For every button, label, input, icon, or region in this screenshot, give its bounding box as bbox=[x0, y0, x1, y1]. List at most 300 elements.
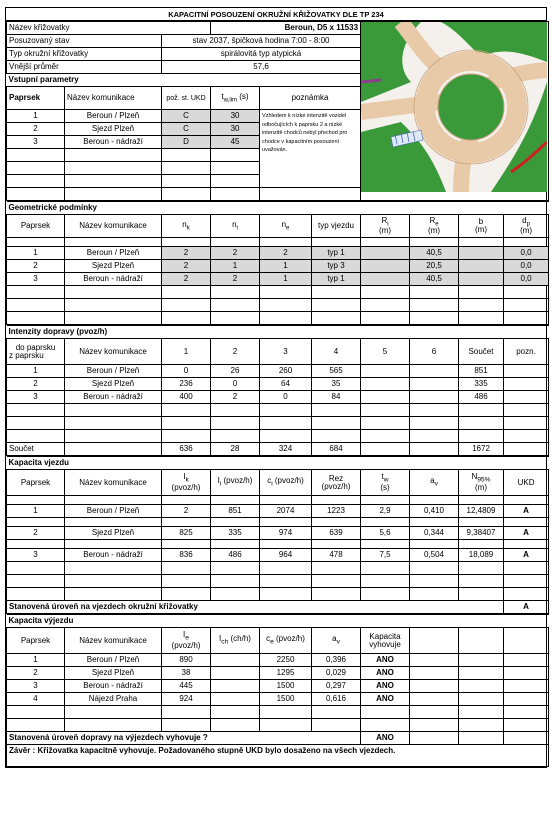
empty-cell bbox=[459, 299, 504, 312]
empty-cell bbox=[459, 654, 504, 667]
traffic-total: 636 bbox=[162, 443, 211, 456]
empty-cell bbox=[410, 518, 459, 527]
entry-row-ukd: A bbox=[504, 549, 549, 562]
entry-row-n: 9,38407 bbox=[459, 527, 504, 540]
empty-cell bbox=[459, 732, 504, 745]
empty-cell bbox=[211, 588, 260, 601]
geo-row-ne: 2 bbox=[260, 247, 312, 260]
empty-cell bbox=[7, 404, 65, 417]
empty-cell bbox=[211, 706, 260, 719]
empty-cell bbox=[260, 430, 312, 443]
entry-row-road: Sjezd Plzeň bbox=[65, 527, 162, 540]
empty-cell bbox=[504, 312, 549, 325]
empty-cell bbox=[211, 299, 260, 312]
entry-row-ii: 335 bbox=[211, 527, 260, 540]
empty-cell bbox=[312, 588, 361, 601]
entry-row-av: 0,410 bbox=[410, 505, 459, 518]
geo-row-dp: 0,0 bbox=[504, 260, 549, 273]
exit-row-av: 0,029 bbox=[312, 667, 361, 680]
geo-row-b bbox=[459, 247, 504, 260]
input-h-note: poznámka bbox=[260, 87, 361, 110]
info-table bbox=[6, 21, 549, 201]
empty-cell bbox=[361, 575, 410, 588]
empty-cell bbox=[260, 588, 312, 601]
exit-row-cap: ANO bbox=[361, 667, 410, 680]
empty-cell bbox=[312, 299, 361, 312]
empty-cell bbox=[7, 496, 65, 505]
entry-h-road: Název komunikace bbox=[65, 470, 162, 496]
empty-cell bbox=[504, 706, 549, 719]
exit-row-av: 0,297 bbox=[312, 680, 361, 693]
empty-cell bbox=[410, 540, 459, 549]
entry-row-tw: 2,9 bbox=[361, 505, 410, 518]
geo-row-ne: 1 bbox=[260, 273, 312, 286]
traffic-row-v: 35 bbox=[312, 378, 361, 391]
empty-cell bbox=[7, 286, 65, 299]
exit-h-ce: $c_e$ (pvoz/h) bbox=[260, 628, 312, 654]
entry-h-ii: $I_i$ (pvoz/h) bbox=[211, 470, 260, 496]
input-row-road: Beroun / Plzeň bbox=[65, 110, 162, 123]
exit-row-ich bbox=[211, 693, 260, 706]
empty-cell bbox=[312, 706, 361, 719]
empty-cell bbox=[459, 417, 504, 430]
traffic-row-sum: 335 bbox=[459, 378, 504, 391]
input-row-road: Sjezd Plzeň bbox=[65, 123, 162, 136]
empty-cell bbox=[7, 188, 65, 201]
input-row-tw: 30 bbox=[211, 123, 260, 136]
traffic-row-v: 84 bbox=[312, 391, 361, 404]
entry-row-ukd: A bbox=[504, 527, 549, 540]
entry-row-ci: 964 bbox=[260, 549, 312, 562]
empty-cell bbox=[260, 299, 312, 312]
empty-cell bbox=[65, 562, 162, 575]
report-title: KAPACITNÍ POSOUZENÍ OKRUŽNÍ KŘIŽOVATKY DLE TP 234 bbox=[6, 8, 546, 21]
empty-cell bbox=[211, 719, 260, 732]
empty-cell bbox=[459, 430, 504, 443]
empty-cell bbox=[65, 588, 162, 601]
traffic-row-v bbox=[410, 391, 459, 404]
empty-cell bbox=[211, 417, 260, 430]
entry-row-ci: 974 bbox=[260, 527, 312, 540]
exit-row-road: Beroun - nádraží bbox=[65, 680, 162, 693]
value-state: stav 2037, špičková hodina 7:00 - 8:00 bbox=[162, 35, 361, 48]
entry-level-value: A bbox=[504, 601, 549, 614]
empty-cell bbox=[410, 706, 459, 719]
empty-cell bbox=[361, 719, 410, 732]
empty-cell bbox=[211, 149, 260, 162]
empty-cell bbox=[162, 188, 211, 201]
empty-cell bbox=[162, 518, 211, 527]
exit-h-ich: $I_{ch}$ (ch/h) bbox=[211, 628, 260, 654]
entry-h-arm: Paprsek bbox=[7, 470, 65, 496]
empty-cell bbox=[410, 404, 459, 417]
input-row-arm: 3 bbox=[7, 136, 65, 149]
empty-cell bbox=[7, 719, 65, 732]
traffic-row-v: 26 bbox=[211, 365, 260, 378]
geo-row-arm: 1 bbox=[7, 247, 65, 260]
empty-cell bbox=[312, 719, 361, 732]
geo-h-ni: $n_i$ bbox=[211, 215, 260, 238]
empty-cell bbox=[504, 562, 549, 575]
empty-cell bbox=[260, 188, 361, 201]
empty-cell bbox=[65, 518, 162, 527]
input-row-ukd: C bbox=[162, 123, 211, 136]
empty-cell bbox=[361, 496, 410, 505]
empty-cell bbox=[459, 312, 504, 325]
empty-cell bbox=[361, 299, 410, 312]
empty-cell bbox=[7, 430, 65, 443]
empty-cell bbox=[162, 238, 211, 247]
traffic-row-sum: 851 bbox=[459, 365, 504, 378]
empty-cell bbox=[162, 719, 211, 732]
empty-cell bbox=[410, 680, 459, 693]
empty-cell bbox=[410, 286, 459, 299]
empty-cell bbox=[312, 496, 361, 505]
empty-cell bbox=[410, 719, 459, 732]
empty-cell bbox=[504, 299, 549, 312]
empty-cell bbox=[361, 588, 410, 601]
empty-cell bbox=[504, 443, 549, 456]
empty-cell bbox=[162, 575, 211, 588]
entry-row-rez: 478 bbox=[312, 549, 361, 562]
input-h-road: Název komunikace bbox=[65, 87, 162, 110]
input-row-ukd: D bbox=[162, 136, 211, 149]
entry-h-n: $N_{95\%}$ (m) bbox=[459, 470, 504, 496]
empty-cell bbox=[65, 540, 162, 549]
empty-cell bbox=[65, 162, 162, 175]
empty-cell bbox=[504, 430, 549, 443]
entry-h-rez: Rez (pvoz/h) bbox=[312, 470, 361, 496]
empty-cell bbox=[260, 706, 312, 719]
geo-row-arm: 2 bbox=[7, 260, 65, 273]
empty-cell bbox=[211, 575, 260, 588]
input-row-ukd: C bbox=[162, 110, 211, 123]
empty-cell bbox=[211, 518, 260, 527]
geo-row-ni: 2 bbox=[211, 273, 260, 286]
geometry-table bbox=[6, 201, 549, 325]
exit-row-ich bbox=[211, 680, 260, 693]
empty-cell bbox=[504, 417, 549, 430]
traffic-total: 324 bbox=[260, 443, 312, 456]
empty-cell bbox=[162, 496, 211, 505]
value-type: spirálovitá typ atypická bbox=[162, 48, 361, 61]
entry-row-road: Beroun - nádraží bbox=[65, 549, 162, 562]
entry-row-tw: 7,5 bbox=[361, 549, 410, 562]
traffic-row-v: 64 bbox=[260, 378, 312, 391]
empty-cell bbox=[459, 706, 504, 719]
empty-cell bbox=[65, 404, 162, 417]
empty-cell bbox=[410, 417, 459, 430]
exit-row-ich bbox=[211, 667, 260, 680]
empty-cell bbox=[65, 706, 162, 719]
empty-cell bbox=[260, 562, 312, 575]
empty-cell bbox=[65, 443, 162, 456]
exit-row-av: 0,616 bbox=[312, 693, 361, 706]
empty-cell bbox=[162, 588, 211, 601]
geo-h-road: Název komunikace bbox=[65, 215, 162, 238]
traffic-h-sum: Součet bbox=[459, 339, 504, 365]
traffic-row-v: 565 bbox=[312, 365, 361, 378]
empty-cell bbox=[211, 162, 260, 175]
empty-cell bbox=[504, 365, 549, 378]
exit-h-ie: $I_e$ (pvoz/h) bbox=[162, 628, 211, 654]
empty-cell bbox=[65, 417, 162, 430]
entry-row-ii: 486 bbox=[211, 549, 260, 562]
exit-row-arm: 3 bbox=[7, 680, 65, 693]
empty-cell bbox=[65, 575, 162, 588]
traffic-row-v bbox=[361, 378, 410, 391]
empty-cell bbox=[7, 575, 65, 588]
empty-cell bbox=[211, 188, 260, 201]
geo-row-b bbox=[459, 260, 504, 273]
geo-row-re: 40,5 bbox=[410, 273, 459, 286]
label-name: Název křižovatky bbox=[7, 22, 211, 35]
empty-cell bbox=[504, 588, 549, 601]
empty-cell bbox=[504, 496, 549, 505]
empty-cell bbox=[211, 175, 260, 188]
entry-row-ci: 2074 bbox=[260, 505, 312, 518]
empty-cell bbox=[361, 540, 410, 549]
traffic-row-sum: 486 bbox=[459, 391, 504, 404]
empty-cell bbox=[162, 162, 211, 175]
empty-cell bbox=[459, 588, 504, 601]
empty-cell bbox=[504, 732, 549, 745]
empty-cell bbox=[504, 391, 549, 404]
empty-cell bbox=[410, 430, 459, 443]
empty-cell bbox=[211, 312, 260, 325]
traffic-total-label: Součet bbox=[7, 443, 65, 456]
empty-cell bbox=[361, 286, 410, 299]
traffic-row-v: 0 bbox=[162, 365, 211, 378]
traffic-h-note: pozn. bbox=[504, 339, 549, 365]
empty-cell bbox=[260, 496, 312, 505]
empty-cell bbox=[459, 540, 504, 549]
geo-h-nk: $n_k$ bbox=[162, 215, 211, 238]
section-geometry: Geometrické podmínky bbox=[7, 202, 549, 215]
empty-cell bbox=[65, 430, 162, 443]
empty-cell bbox=[361, 706, 410, 719]
entry-row-ik: 2 bbox=[162, 505, 211, 518]
geo-row-type: typ 3 bbox=[312, 260, 361, 273]
input-note: Vzhledem k nízké intenzitě vozidel odbočujících k paprsku 2 a nízké intenzitě chodců nebyl přechod pro chodce v kapacitním posouzení uvažován. bbox=[260, 110, 361, 188]
entry-row-arm: 2 bbox=[7, 527, 65, 540]
empty-cell bbox=[260, 286, 312, 299]
traffic-h-col: 3 bbox=[260, 339, 312, 365]
empty-cell bbox=[361, 417, 410, 430]
empty-cell bbox=[410, 238, 459, 247]
traffic-row-v: 400 bbox=[162, 391, 211, 404]
empty-cell bbox=[260, 575, 312, 588]
geo-row-dp: 0,0 bbox=[504, 247, 549, 260]
exit-row-ie: 445 bbox=[162, 680, 211, 693]
geo-row-road: Beroun - nádraží bbox=[65, 273, 162, 286]
empty-cell bbox=[162, 404, 211, 417]
empty-cell bbox=[361, 238, 410, 247]
exit-row-ce: 1295 bbox=[260, 667, 312, 680]
exit-capacity-table bbox=[6, 614, 549, 767]
geo-h-ri: $R_i$ (m) bbox=[361, 215, 410, 238]
entry-row-rez: 1223 bbox=[312, 505, 361, 518]
geo-row-ri bbox=[361, 260, 410, 273]
exit-level-label: Stanovená úroveň dopravy na výjezdech vyhovuje ? bbox=[7, 732, 361, 745]
empty-cell bbox=[162, 286, 211, 299]
entry-row-ik: 825 bbox=[162, 527, 211, 540]
geo-row-arm: 3 bbox=[7, 273, 65, 286]
geo-row-re: 40,5 bbox=[410, 247, 459, 260]
empty-cell bbox=[162, 312, 211, 325]
empty-cell bbox=[260, 404, 312, 417]
geo-row-re: 20,5 bbox=[410, 260, 459, 273]
exit-level-value: ANO bbox=[361, 732, 410, 745]
value-diam: 57,6 bbox=[162, 61, 361, 74]
value-name: Beroun, D5 x 11533 bbox=[211, 22, 361, 35]
exit-row-ie: 38 bbox=[162, 667, 211, 680]
traffic-total-sum: 1672 bbox=[459, 443, 504, 456]
empty-cell bbox=[260, 719, 312, 732]
exit-h-road: Název komunikace bbox=[65, 628, 162, 654]
empty-cell bbox=[504, 286, 549, 299]
empty-cell bbox=[410, 299, 459, 312]
empty-cell bbox=[410, 575, 459, 588]
empty-cell bbox=[504, 378, 549, 391]
geo-row-b bbox=[459, 273, 504, 286]
empty-cell bbox=[260, 518, 312, 527]
input-h-arm: Paprsek bbox=[7, 87, 65, 110]
exit-row-arm: 2 bbox=[7, 667, 65, 680]
entry-row-ukd: A bbox=[504, 505, 549, 518]
empty-cell bbox=[260, 540, 312, 549]
input-h-tw: $t_{w,lim}$ (s) bbox=[211, 87, 260, 110]
entry-h-av: $a_v$ bbox=[410, 470, 459, 496]
empty-cell bbox=[459, 575, 504, 588]
exit-row-cap: ANO bbox=[361, 654, 410, 667]
exit-h-arm: Paprsek bbox=[7, 628, 65, 654]
entry-row-av: 0,344 bbox=[410, 527, 459, 540]
entry-h-tw: $t_w$ (s) bbox=[361, 470, 410, 496]
input-h-ukd: pož. st. UKD bbox=[162, 87, 211, 110]
empty-cell bbox=[410, 654, 459, 667]
entry-row-tw: 5,6 bbox=[361, 527, 410, 540]
geo-row-ni: 2 bbox=[211, 247, 260, 260]
exit-row-ce: 1500 bbox=[260, 680, 312, 693]
traffic-total: 684 bbox=[312, 443, 361, 456]
empty-cell bbox=[504, 693, 549, 706]
exit-row-cap: ANO bbox=[361, 693, 410, 706]
exit-h-av: $a_v$ bbox=[312, 628, 361, 654]
entry-row-n: 18,089 bbox=[459, 549, 504, 562]
empty-cell bbox=[459, 719, 504, 732]
empty-cell bbox=[162, 430, 211, 443]
empty-cell bbox=[65, 238, 162, 247]
entry-h-ci: $c_i$ (pvoz/h) bbox=[260, 470, 312, 496]
geo-row-nk: 2 bbox=[162, 273, 211, 286]
geo-h-b: b (m) bbox=[459, 215, 504, 238]
empty-cell bbox=[7, 562, 65, 575]
traffic-row-v: 2 bbox=[211, 391, 260, 404]
empty-cell bbox=[504, 628, 549, 654]
exit-row-road: Beroun / Plzeň bbox=[65, 654, 162, 667]
traffic-row-road: Beroun / Plzeň bbox=[65, 365, 162, 378]
entry-h-ukd: UKD bbox=[504, 470, 549, 496]
geo-row-ri bbox=[361, 247, 410, 260]
empty-cell bbox=[211, 286, 260, 299]
empty-cell bbox=[410, 628, 459, 654]
empty-cell bbox=[410, 693, 459, 706]
exit-row-av: 0,396 bbox=[312, 654, 361, 667]
empty-cell bbox=[361, 404, 410, 417]
section-exit: Kapacita výjezdu bbox=[7, 615, 549, 628]
empty-cell bbox=[7, 518, 65, 527]
traffic-total bbox=[361, 443, 410, 456]
entry-capacity-table bbox=[6, 456, 549, 614]
empty-cell bbox=[459, 628, 504, 654]
input-row-arm: 2 bbox=[7, 123, 65, 136]
empty-cell bbox=[7, 588, 65, 601]
input-row-tw: 45 bbox=[211, 136, 260, 149]
section-entry: Kapacita vjezdu bbox=[7, 457, 549, 470]
traffic-h-col: 6 bbox=[410, 339, 459, 365]
empty-cell bbox=[410, 667, 459, 680]
empty-cell bbox=[410, 496, 459, 505]
traffic-row-arm: 3 bbox=[7, 391, 65, 404]
empty-cell bbox=[410, 588, 459, 601]
geo-row-type: typ 1 bbox=[312, 273, 361, 286]
empty-cell bbox=[162, 540, 211, 549]
empty-cell bbox=[459, 286, 504, 299]
empty-cell bbox=[504, 654, 549, 667]
empty-cell bbox=[65, 312, 162, 325]
entry-row-arm: 1 bbox=[7, 505, 65, 518]
geo-row-ri bbox=[361, 273, 410, 286]
empty-cell bbox=[312, 430, 361, 443]
empty-cell bbox=[312, 575, 361, 588]
empty-cell bbox=[7, 706, 65, 719]
empty-cell bbox=[65, 188, 162, 201]
empty-cell bbox=[65, 719, 162, 732]
traffic-h-col: 5 bbox=[361, 339, 410, 365]
entry-h-ik: $I_k$ (pvoz/h) bbox=[162, 470, 211, 496]
traffic-row-v bbox=[361, 391, 410, 404]
empty-cell bbox=[459, 238, 504, 247]
empty-cell bbox=[211, 404, 260, 417]
empty-cell bbox=[504, 518, 549, 527]
traffic-total bbox=[410, 443, 459, 456]
geo-h-arm: Paprsek bbox=[7, 215, 65, 238]
empty-cell bbox=[162, 175, 211, 188]
empty-cell bbox=[260, 312, 312, 325]
empty-cell bbox=[7, 162, 65, 175]
geo-row-nk: 2 bbox=[162, 260, 211, 273]
entry-row-rez: 639 bbox=[312, 527, 361, 540]
geo-row-road: Beroun / Plzeň bbox=[65, 247, 162, 260]
empty-cell bbox=[410, 312, 459, 325]
empty-cell bbox=[504, 680, 549, 693]
empty-cell bbox=[312, 518, 361, 527]
traffic-h-col: 4 bbox=[312, 339, 361, 365]
report-sheet bbox=[5, 7, 547, 768]
empty-cell bbox=[162, 562, 211, 575]
traffic-row-road: Beroun - nádraží bbox=[65, 391, 162, 404]
entry-row-ii: 851 bbox=[211, 505, 260, 518]
traffic-table bbox=[6, 325, 549, 456]
geo-row-ne: 1 bbox=[260, 260, 312, 273]
input-row-arm: 1 bbox=[7, 110, 65, 123]
traffic-row-v bbox=[410, 365, 459, 378]
empty-cell bbox=[459, 667, 504, 680]
exit-row-road: Nájezd Praha bbox=[65, 693, 162, 706]
entry-row-n: 12,4809 bbox=[459, 505, 504, 518]
empty-cell bbox=[312, 286, 361, 299]
